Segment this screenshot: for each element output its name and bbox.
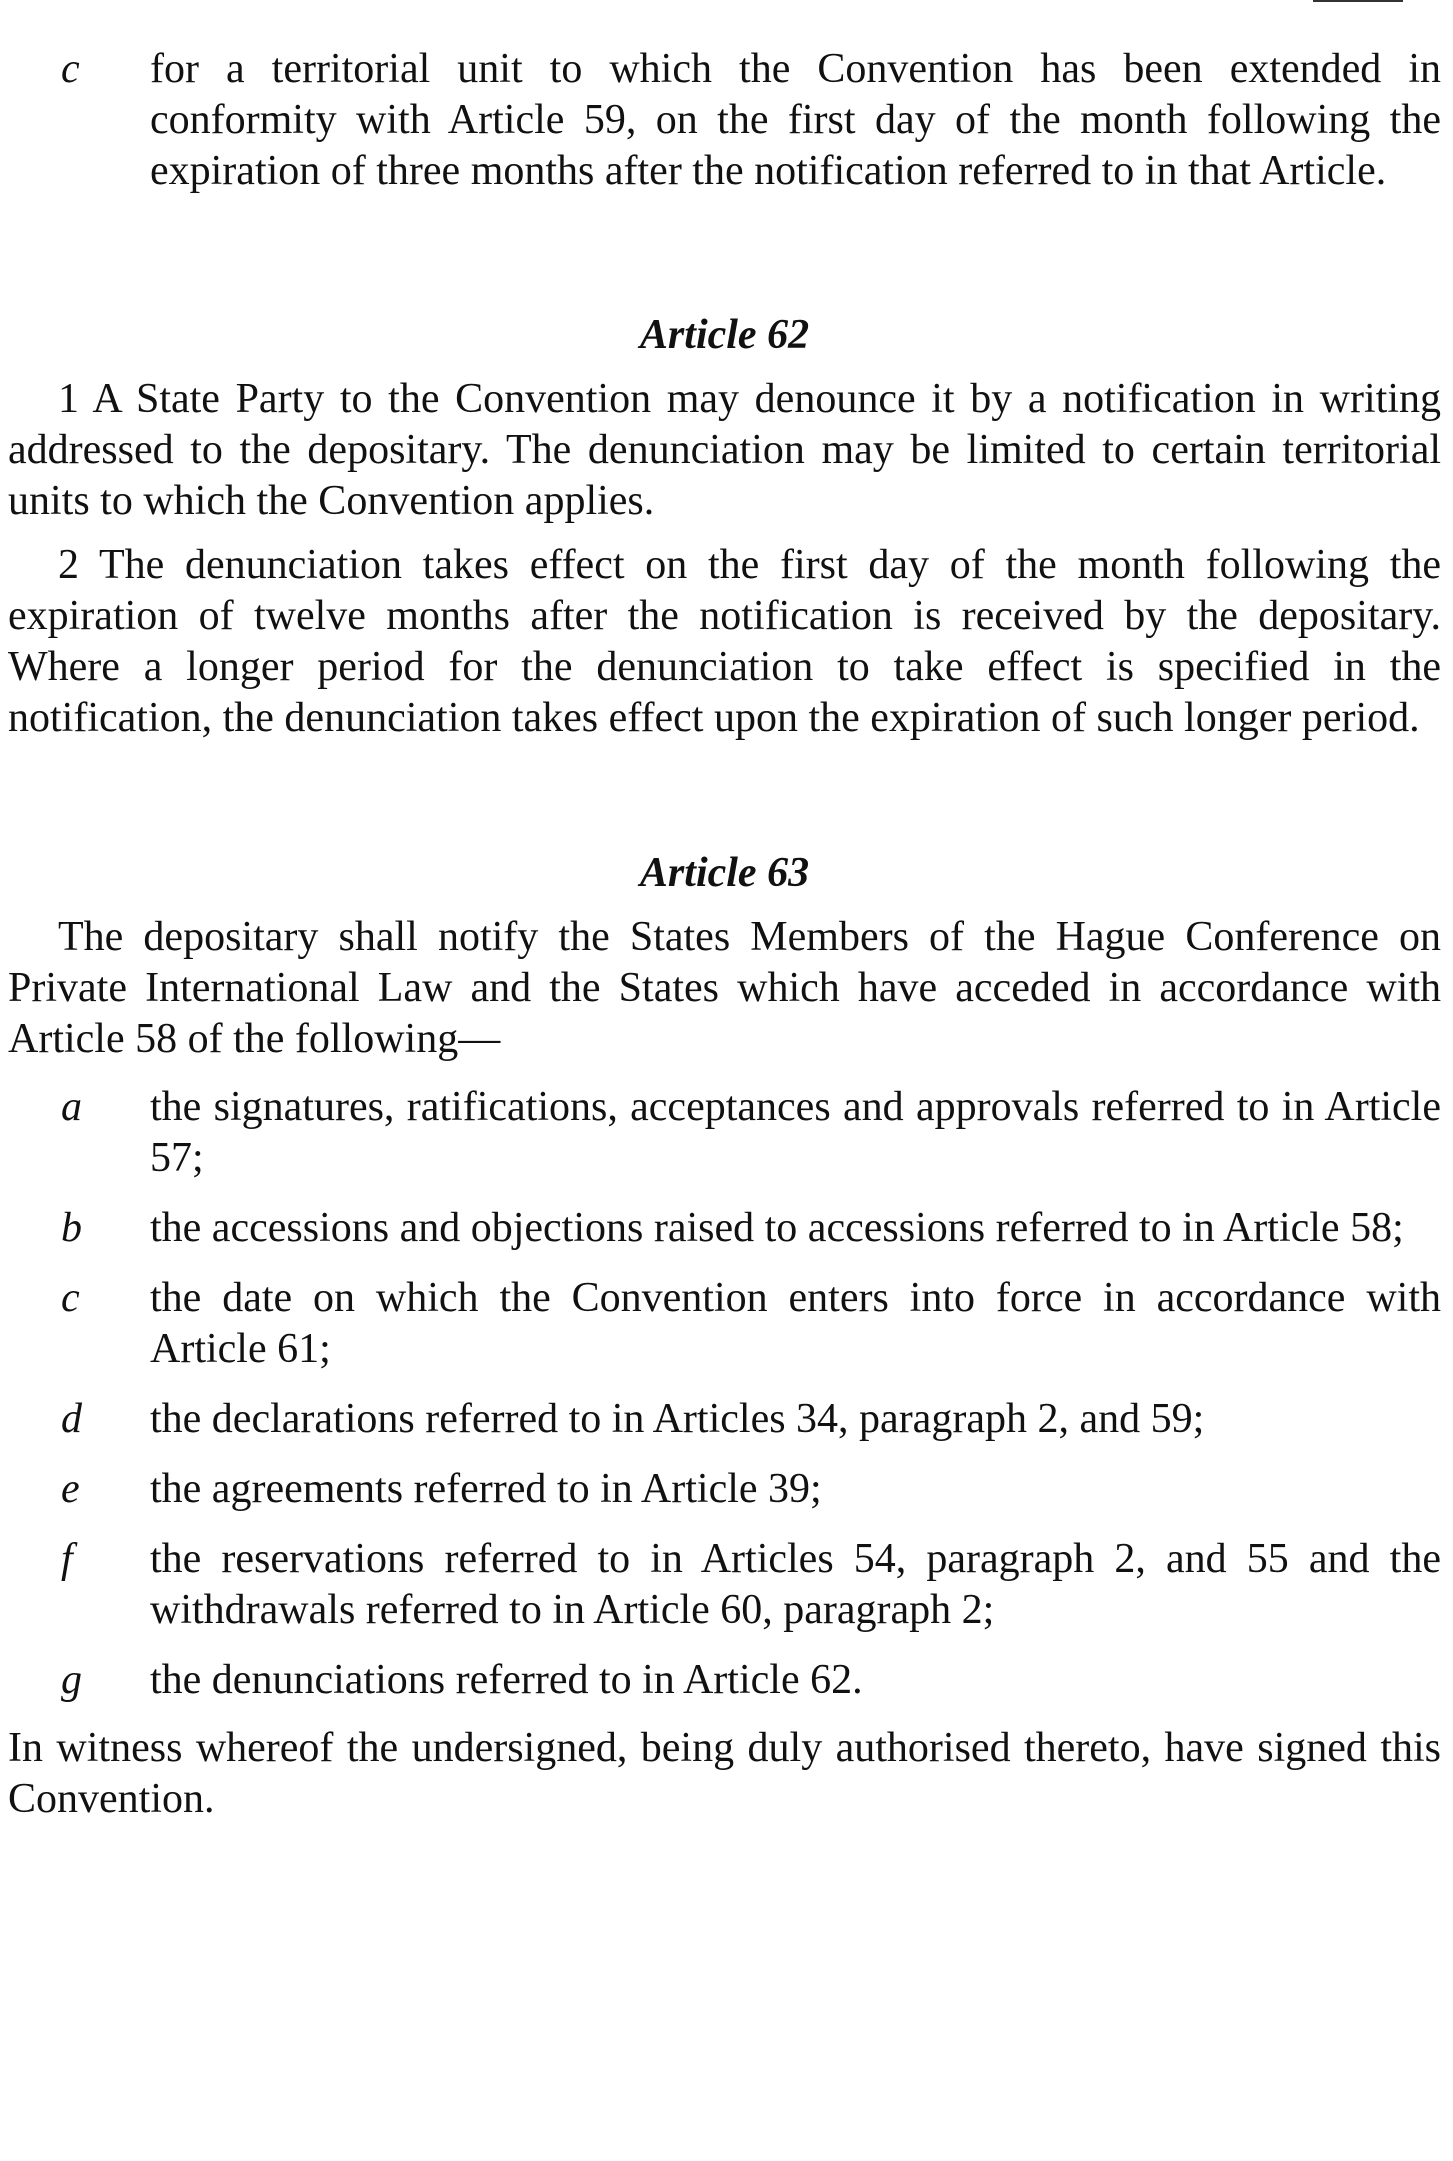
list-item-text: the agreements referred to in Article 39; [150, 1466, 822, 1512]
list-item-letter: e [61, 1466, 80, 1512]
list-item-e [8, 1464, 1441, 1515]
article-62-paragraph-2: 2 The denunciation takes effect on the first day of the month following the expiration of twelve months after the notification is received by the depositary. Where a longer period for the denunciation to take effect is specified in the notification, the denunciation takes effect upon the expiration of such longer period. [8, 542, 1441, 741]
list-item-b [8, 1203, 1441, 1254]
list-item-letter: g [61, 1657, 82, 1703]
list-item-letter: c [61, 1275, 80, 1321]
list-item-c [8, 1273, 1441, 1375]
list-item-letter: b [61, 1205, 82, 1251]
top-rule-divider [1313, 0, 1403, 2]
document-page [8, 44, 1441, 1825]
list-item-a [8, 1082, 1441, 1184]
list-item-text: the denunciations referred to in Article 62. [150, 1657, 863, 1703]
list-item-text: the date on which the Convention enters into force in accordance with Article 61; [150, 1275, 1441, 1372]
list-item-letter: d [61, 1396, 82, 1442]
article-63-heading: Article 63 [639, 850, 810, 896]
list-item-text: for a territorial unit to which the Convention has been extended in conformity with Article 59, on the first day of the month following the expiration of three months after the notification referred to in that Article. [150, 46, 1441, 194]
list-item-text: the signatures, ratifications, acceptances and approvals referred to in Article 57; [150, 1084, 1441, 1181]
article-62-paragraph-1: 1 A State Party to the Convention may denounce it by a notification in writing addressed to the depositary. The denunciation may be limited to certain territorial units to which the Convention applies. [8, 376, 1441, 524]
list-item-f [8, 1534, 1441, 1636]
list-item-g [8, 1655, 1441, 1706]
closing-statement: In witness whereof the undersigned, being duly authorised thereto, have signed this Convention. [8, 1725, 1441, 1822]
article-62-heading: Article 62 [639, 312, 810, 358]
list-item-text: the declarations referred to in Articles 34, paragraph 2, and 59; [150, 1396, 1205, 1442]
list-item-letter: a [61, 1084, 82, 1130]
article-63-intro: The depositary shall notify the States Members of the Hague Conference on Private International Law and the States which have acceded in accordance with Article 58 of the following— [8, 914, 1441, 1062]
list-item-letter: c [61, 46, 80, 92]
list-item-text: the accessions and objections raised to accessions referred to in Article 58; [150, 1205, 1404, 1251]
list-item-intro-c [8, 44, 1441, 197]
list-item-letter: f [61, 1536, 73, 1582]
list-item-d [8, 1394, 1441, 1445]
list-item-text: the reservations referred to in Articles 54, paragraph 2, and 55 and the withdrawals referred to in Article 60, paragraph 2; [150, 1536, 1441, 1633]
